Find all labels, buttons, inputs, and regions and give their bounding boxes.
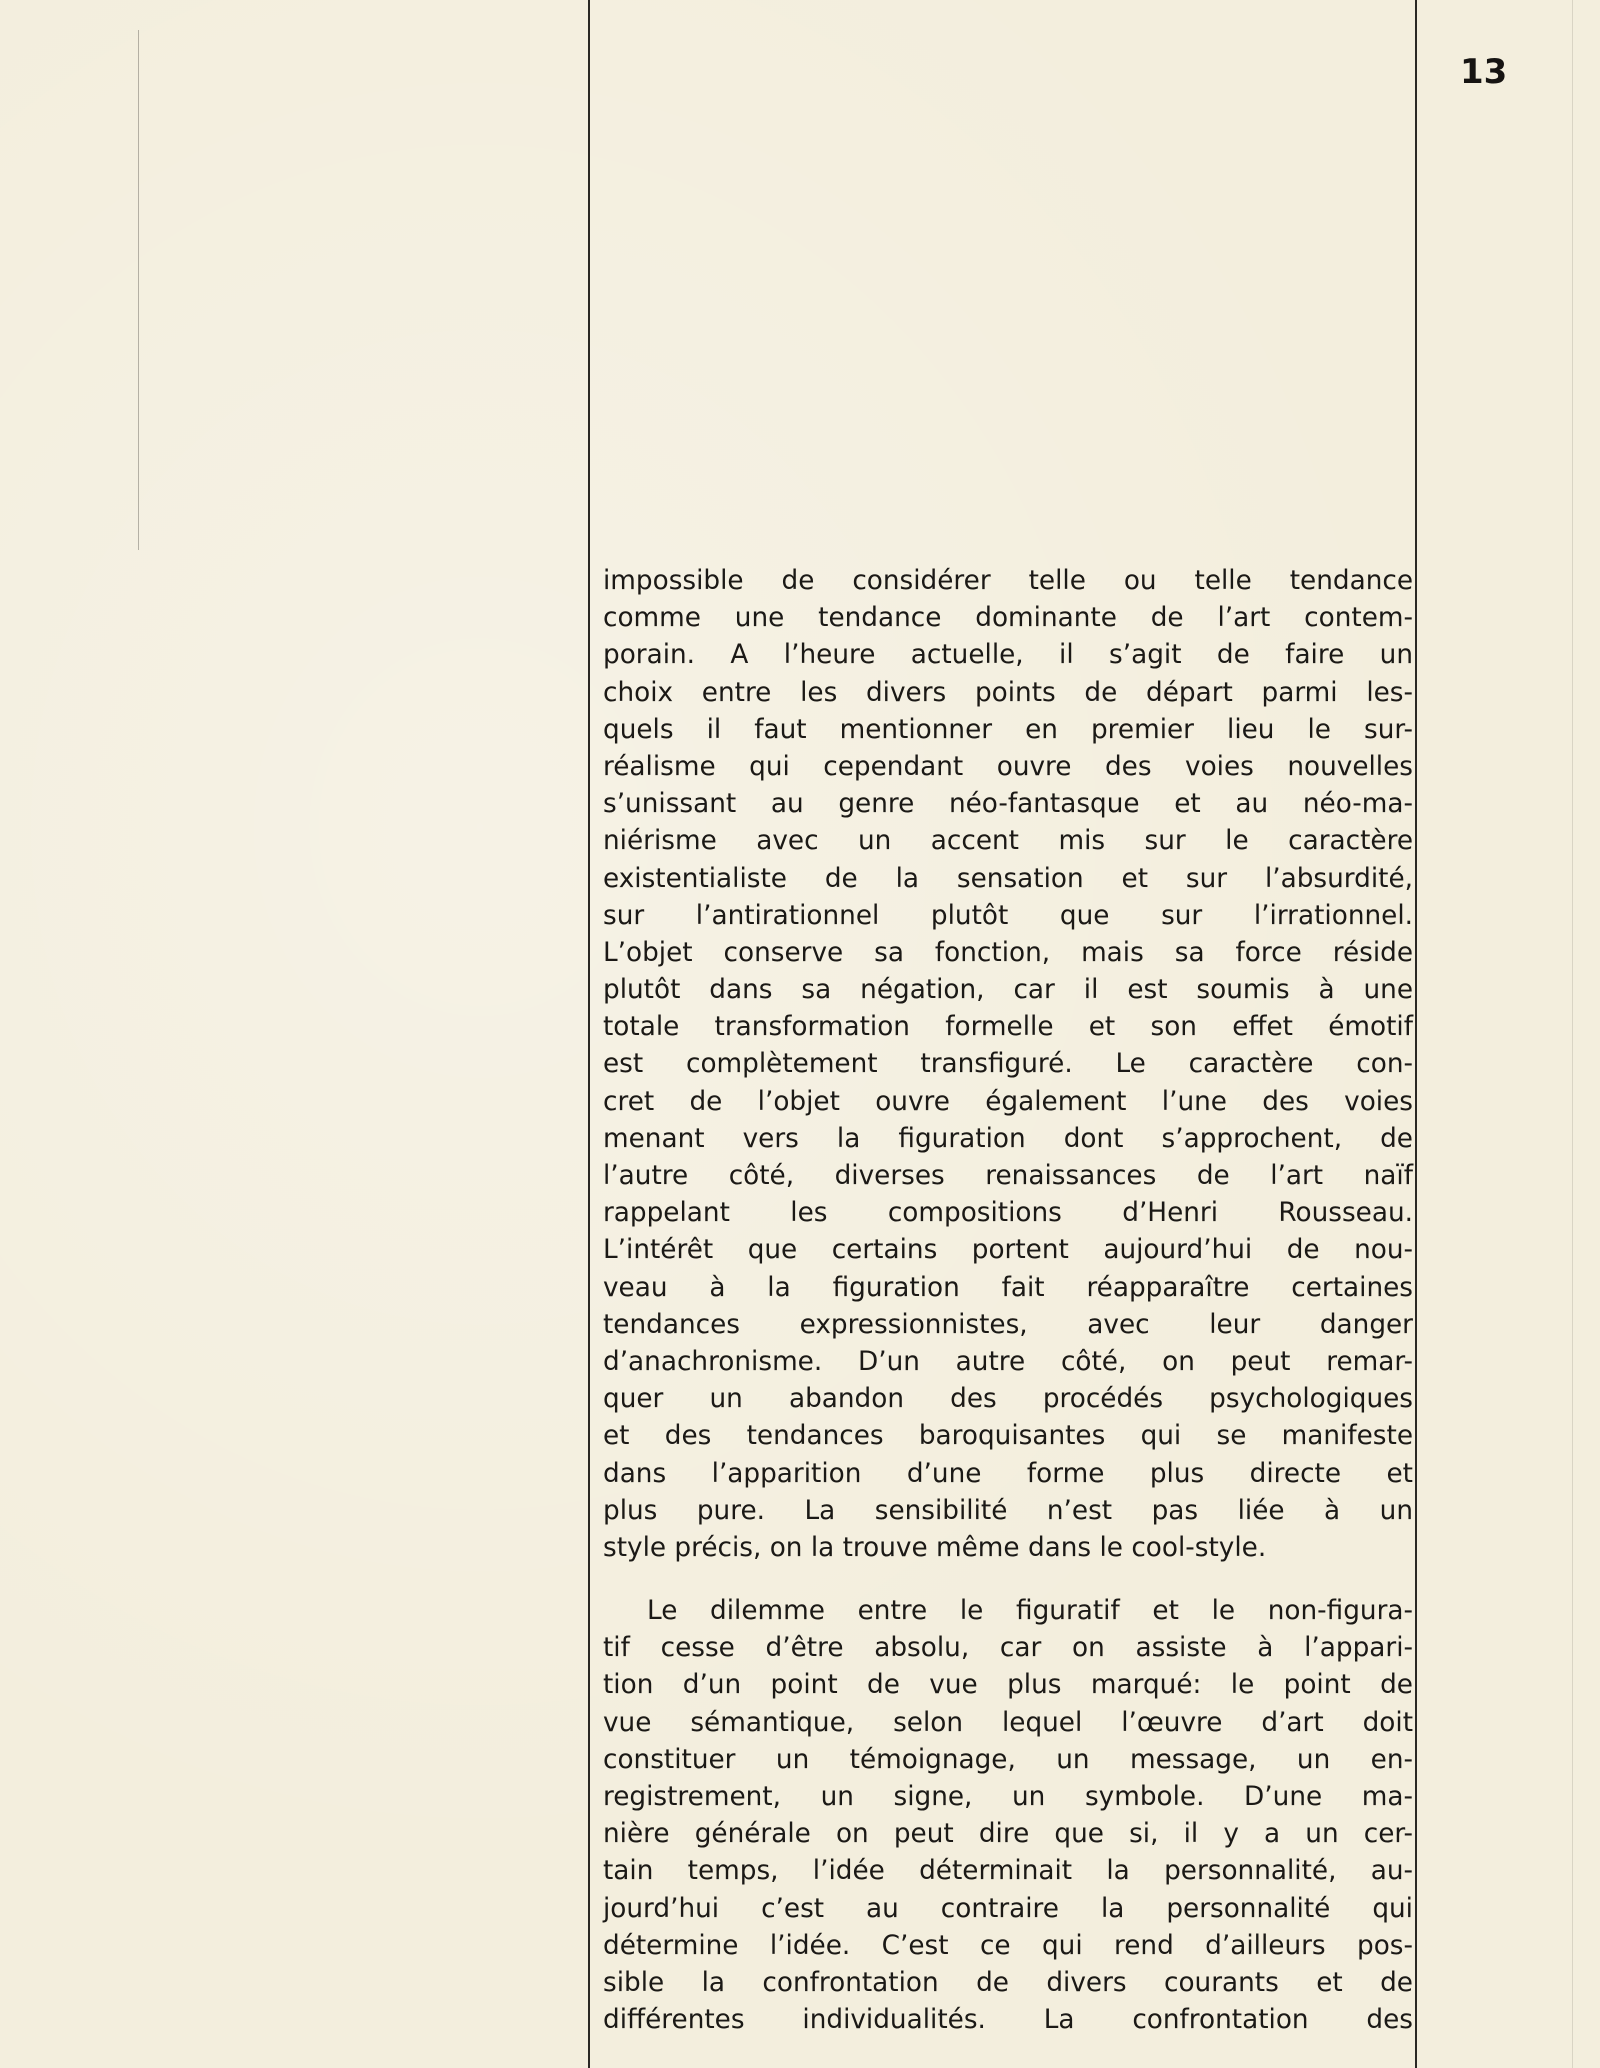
text-line: Le dilemme entre le figuratif et le non-figura- — [647, 1596, 1413, 1627]
text-line: tif cesse d’être absolu, car on assiste à l’appari- — [603, 1633, 1413, 1664]
text-line: nière générale on peut dire que si, il y a un cer- — [603, 1819, 1413, 1850]
text-line: d’anachronisme. D’un autre côté, on peut remar- — [603, 1346, 1413, 1377]
faint-margin-rule — [138, 30, 139, 550]
text-line: comme une tendance dominante de l’art contem- — [603, 603, 1413, 634]
text-line: impossible de considérer telle ou telle tendance — [603, 566, 1413, 596]
text-line: réalisme qui cependant ouvre des voies nouvelles — [603, 751, 1413, 782]
text-line: sible la confrontation de divers courants et de — [603, 1967, 1413, 1998]
text-line: quels il faut mentionner en premier lieu le sur- — [603, 714, 1413, 745]
text-line: veau à la figuration fait réapparaître certaines — [603, 1272, 1413, 1303]
text-line: tion d’un point de vue plus marqué: le point de — [603, 1670, 1413, 1701]
text-line: cret de l’objet ouvre également l’une des voies — [603, 1086, 1413, 1117]
text-line: est complètement transfiguré. Le caractère con- — [603, 1049, 1413, 1080]
page-edge-rule — [1572, 0, 1573, 2068]
paragraph-1 — [603, 563, 1413, 1567]
text-column — [603, 563, 1413, 2039]
text-line: L’intérêt que certains portent aujourd’hui de nou- — [603, 1235, 1413, 1266]
text-line: l’autre côté, diverses renaissances de l’art naïf — [603, 1161, 1413, 1191]
text-line: s’unissant au genre néo-fantasque et au néo-ma- — [603, 789, 1413, 820]
column-rule-left — [588, 0, 590, 2068]
paragraph-gap — [603, 1567, 1413, 1593]
text-line: dans l’apparition d’une forme plus directe et — [603, 1458, 1413, 1489]
text-line: plutôt dans sa négation, car il est soumis à une — [603, 975, 1413, 1006]
paragraph-2 — [603, 1593, 1413, 2039]
text-line: tain temps, l’idée déterminait la personnalité, au- — [603, 1856, 1413, 1887]
text-line: porain. A l’heure actuelle, il s’agit de faire un — [603, 640, 1413, 671]
text-line: jourd’hui c’est au contraire la personnalité qui — [603, 1893, 1413, 1924]
text-line: style précis, on la trouve même dans le cool-style. — [603, 1532, 1267, 1563]
text-line: tendances expressionnistes, avec leur danger — [603, 1309, 1413, 1340]
page-number: 13 — [1460, 52, 1508, 92]
text-line: niérisme avec un accent mis sur le caractère — [603, 826, 1413, 857]
text-line: quer un abandon des procédés psychologiques — [603, 1384, 1413, 1415]
text-line: et des tendances baroquisantes qui se manifeste — [603, 1421, 1413, 1452]
text-line: plus pure. La sensibilité n’est pas liée à un — [603, 1495, 1413, 1526]
column-rule-right — [1415, 0, 1417, 2068]
text-line: vue sémantique, selon lequel l’œuvre d’art doit — [603, 1707, 1413, 1738]
text-line: différentes individualités. La confrontation des — [603, 2005, 1413, 2036]
text-line: rappelant les compositions d’Henri Rousseau. — [603, 1198, 1413, 1229]
text-line: sur l’antirationnel plutôt que sur l’irrationnel. — [603, 900, 1413, 931]
text-line: L’objet conserve sa fonction, mais sa force réside — [603, 937, 1413, 968]
text-line: registrement, un signe, un symbole. D’une ma- — [603, 1782, 1413, 1812]
text-line: totale transformation formelle et son effet émotif — [603, 1012, 1413, 1043]
text-line: constituer un témoignage, un message, un en- — [603, 1744, 1413, 1775]
text-line: menant vers la figuration dont s’approchent, de — [603, 1123, 1413, 1154]
text-line: existentialiste de la sensation et sur l’absurdité, — [603, 863, 1413, 894]
text-line: choix entre les divers points de départ parmi les- — [603, 677, 1413, 708]
text-line: détermine l’idée. C’est ce qui rend d’ailleurs pos- — [603, 1930, 1413, 1961]
